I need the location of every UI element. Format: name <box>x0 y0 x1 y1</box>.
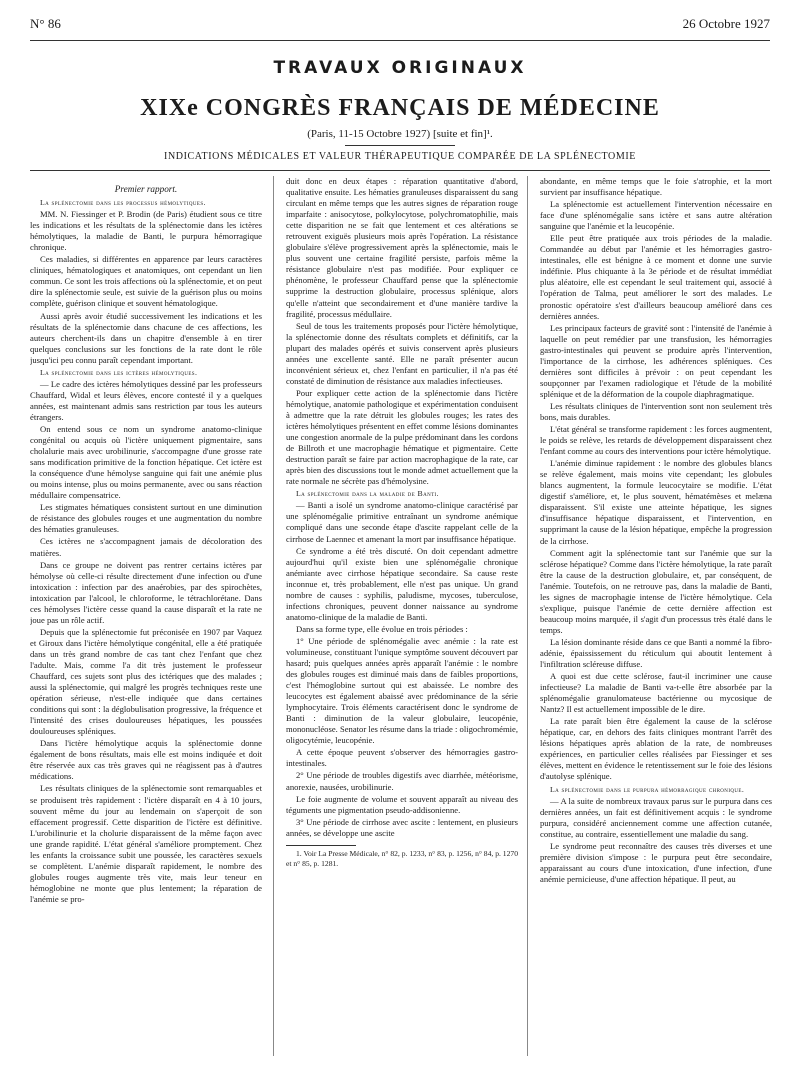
paragraph: Dans ce groupe ne doivent pas rentrer certains ictères par hémolyse où celle-ci résulte directement d'une infection ou d'une intoxication : infection par des anaérobies, par des spirochètes, intoxication par l'alcool, le chloroforme, le tétrachlorétane. Dans ces hémolyses l'ictère cesse quand la cause disparaît et la rate ne joue pas un rôle actif. <box>30 559 262 625</box>
paragraph: Ces maladies, si différentes en apparence par leurs caractères cliniques, hématologiques et anatomiques, ont cependant un lien commun. Ce sont les trois affections où la splénectomie, et on peut dire la splénectomie seule, est suivie de la guérison plus ou moins complète, guérison clinique et souvent hématologique. <box>30 254 262 309</box>
paragraph: L'état général se transforme rapidement : les forces augmentent, le poids se relève, les retards de développement disparaissent chez l'enfant comme au cours des interventions pour ictère hémolytique. <box>540 424 772 457</box>
subtitle-rule <box>30 170 770 171</box>
section-heading: La splénectomie dans les processus hémolytiques. <box>40 198 206 208</box>
issue-number: N° 86 <box>30 16 61 31</box>
paragraph: — Banti a isolé un syndrome anatomo-clinique caractérisé par une splénomégalie primitive entraînant un syndrome anémique compliqué dans une seconde étape d'ascite rappelant celle de la cirrhose de Laennec et amenant la mort par insuffisance hépatique. <box>286 500 518 544</box>
paragraph: abondante, en même temps que le foie s'atrophie, et la mort survient par insuffisance hépatique. <box>540 176 772 198</box>
paragraph: Le foie augmente de volume et souvent apparaît au niveau des téguments une pigmentation pseudo-addisonienne. <box>286 793 518 815</box>
column-3 <box>540 176 772 1056</box>
issue-date: 26 Octobre 1927 <box>682 16 770 31</box>
paragraph: Dans sa forme type, elle évolue en trois périodes : <box>296 623 468 634</box>
paragraph: Les résultats cliniques de la splénectomie sont remarquables et se produisent très rapidement : l'ictère disparaît en 4 à 10 jours, souvent même du jour au lendemain on s'aperçoit de son effacement progressif. Cette disparition de l'ictère est définitive. L'urobilinurie et la cholurie disparaissent de la même façon avec une grande rapidité. L'état général s'améliore promptement. Chez les enfants la croissance subit une poussée, les caractères sexuels se complètent. L'anémie disparaît rapidement, le nombre des globules rouges augmente très vite, mais leur teneur en hémoglobine ne monte que plus lentement; la réparation de l'anémie se pro- <box>30 783 262 904</box>
header-rule <box>30 40 770 41</box>
paragraph: Les principaux facteurs de gravité sont : l'intensité de l'anémie à laquelle on peut remédier par une transfusion, les hémorragies gastro-intestinales qui peuvent se produire après l'intervention, l'importance de la cirrhose, les adhérences spléniques. Ces dernières sont difficiles à prévoir : on peut cependant les soupçonner par l'examen radiologique et l'étude de la mobilité splénique et de la déformation de la coupole diaphragmatique. <box>540 322 772 399</box>
section-heading: La splénectomie dans les ictères hémolytiques. <box>40 367 198 377</box>
paragraph: Pour expliquer cette action de la splénectomie dans l'ictère hémolytique, anatomie pathologique et expérimentation conduisent à admettre que la rate détruit les globules rouges; les rates des ictères hémolytiques présentent en effet comme lésions dominantes une congestion anormale de la pulpe prédominant dans les cordons de Billroth et une macrophagie hématique et pigmentaire. Cette destruction paraît se faire par action macrophagique de la rate, car après bien des discussions tout le monde admet actuellement que la rate normale ne sécrète pas d'hémolysine. <box>286 387 518 487</box>
paragraph: A cette époque peuvent s'observer des hémorragies gastro-intestinales. <box>286 747 518 769</box>
congress-dates: (Paris, 11-15 Octobre 1927) [suite et fin]¹. <box>307 128 493 140</box>
paragraph: Ce syndrome a été très discuté. On doit cependant admettre aujourd'hui qu'il existe bien une splénomégalie chronique anémiante avec cirrhose hépatique secondaire. Sa cause reste inconnue et, très probablement, elle n'est pas unique. Un grand nombre de causes : syphilis, paludisme, mycoses, tuberculose, infections chroniques, peuvent donner naissance au syndrome anatomo-clinique de la maladie de Banti. <box>286 545 518 622</box>
paragraph: Seul de tous les traitements proposés pour l'ictère hémolytique, la splénectomie donne des résultats complets et définitifs, car la plupart des malades opérés et suivis conservent après plusieurs années une excellente santé. Elle ne paraît présenter aucun inconvénient sérieux et, chez l'enfant en particulier, il n'a pas été constaté de diminution de résistance aux maladies infectieuses. <box>286 320 518 386</box>
paragraph: 1° Une période de splénomégalie avec anémie : la rate est volumineuse, constituant l'unique symptôme souvent découvert par hasard; puis quelques années après apparaît l'anémie : le nombre des globules rouges est diminué mais dans de faibles proportions, c'est l'hémoglobine surtout qui est abaissée. Le nombre des leucocytes est également abaissé avec prédominance de la série lymphocytaire. Trois éléments caractérisent donc le syndrome de Banti : diminution de la valeur globulaire, leucopénie, mononucléose. Senator les résume dans la triade : oligochromémie, oligocytémie, leucopénie. <box>286 635 518 746</box>
paragraph: Le syndrome peut reconnaître des causes très diverses et une première division s'impose : le purpura peut être secondaire, apparaissant au cours d'une intoxication, d'une infection, d'une anémie pernicieuse, d'une affection hépatique. Il peut, au <box>540 840 772 884</box>
column-2 <box>286 176 518 1056</box>
paragraph: Dans l'ictère hémolytique acquis la splénectomie donne également de bons résultats, mais elle est moins indiquée et doit être réservée aux cas très graves qui ne réagissent pas à d'autres médications. <box>30 738 262 782</box>
article-subtitle: INDICATIONS MÉDICALES ET VALEUR THÉRAPEUTIQUE COMPARÉE DE LA SPLÉNECTOMIE <box>164 151 636 162</box>
paragraph: La splénectomie est actuellement l'intervention nécessaire en face d'une splénomégalie sans ictère et sans autre altération sanguine que l'anémie et la leucopénie. <box>540 199 772 232</box>
footnote-rule <box>286 845 356 846</box>
running-header <box>30 16 770 36</box>
paragraph: 2° Une période de troubles digestifs avec diarrhée, météorisme, anorexie, nausées, urobilinurie. <box>286 770 518 792</box>
section-heading: La splénectomie dans le purpura hémorragique chronique. <box>550 784 745 794</box>
paragraph: Comment agit la splénectomie tant sur l'anémie que sur la sclérose hépatique? Comme dans l'ictère hémolytique, la rate paraît être la cause de la destruction globulaire, et, par conséquent, de l'anémie. Toutefois, on ne retrouve pas, dans la maladie de Banti, les signes de macrophagie intense de l'ictère hémolytique. Cela s'explique, puisque l'anémie de cette dernière affection est beaucoup moins marquée, il s'agit d'un processus très étalé dans le temps. <box>540 547 772 635</box>
footnote: 1. Voir La Presse Médicale, n° 82, p. 1233, n° 83, p. 1256, n° 84, p. 1270 et n° 85, p. 1281. <box>286 848 518 868</box>
column-1 <box>30 176 262 1056</box>
paragraph: Aussi après avoir étudié successivement les indications et les résultats de la splénectomie dans chacune de ces affections, les auteurs cherchent-ils dans un chapitre d'ensemble à en tirer quelques conclusions sur les fonctions de la rate dont le rôle jusqu'ici peu connu paraît cependant important. <box>30 310 262 365</box>
paragraph: L'anémie diminue rapidement : le nombre des globules blancs se relève également, mais moins vite cependant; les globules blancs augmentent, la formule leucocytaire se modifie. L'état digestif s'améliore, et, le plus souvent, hématémèses et melæna disparaissent. S'il existe une atteinte hépatique, les signes d'insuffisance hépatique disparaissent, et l'intervention, en supprimant la cause de la lésion hépatique, empêche la progression de la cirrhose. <box>540 458 772 546</box>
paragraph: Depuis que la splénectomie fut préconisée en 1907 par Vaquez et Giroux dans l'ictère hémolytique congénital, elle a été pratiquée dans un très grand nombre de cas tant chez l'enfant que chez l'adulte. Mais, comme l'a dit très justement le professeur Chauffard, ces sujets sont plus des ictériques que des malades ; aussi la splénectomie, qui malgré les progrès techniques reste une opération sérieuse, n'est-elle indiquée que dans certaines conditions qui sont : la déglobulisation progressive, la fréquence et l'intensité des crises douloureuses hépatiques, les poussées douloureuses spléniques. <box>30 626 262 737</box>
report-title: Premier rapport. <box>114 184 178 194</box>
column-divider <box>273 176 274 1056</box>
paragraph: Les résultats cliniques de l'intervention sont non seulement très bons, mais durables. <box>540 400 772 422</box>
paragraph: — A la suite de nombreux travaux parus sur le purpura dans ces dernières années, un fait est définitivement acquis : le syndrome purpura, considéré anciennement comme une affection cutanée, constitue, au contraire, essentiellement une maladie du sang. <box>540 795 772 839</box>
section-title: TRAVAUX ORIGINAUX <box>273 58 527 78</box>
congress-title: XIXe CONGRÈS FRANÇAIS DE MÉDECINE <box>140 95 660 121</box>
paragraph: A quoi est due cette sclérose, faut-il incriminer une cause infectieuse? La maladie de Banti va-t-elle être absorbée par la splénomégalie granulomateuse bactérienne ou mycosique de Nantz? Il est actuellement impossible de le dire. <box>540 671 772 715</box>
paragraph: Elle peut être pratiquée aux trois périodes de la maladie. Commandée au début par l'anémie et les hémorragies gastro-intestinales, elle est bénigne à ce moment et donne une survie indéfinie. Plus chiquante à la 3e période et de résultat immédiat plus aléatoire, elle est cependant le seul traitement qui, associé à l'opération de Talma, peut améliorer le sort des malades. Le pronostic opératoire s'est d'ailleurs beaucoup amélioré dans ces dernières années. <box>540 233 772 321</box>
paragraph: On entend sous ce nom un syndrome anatomo-clinique congénital ou acquis où l'ictère uniquement pigmentaire, sans cholalurie mais avec urobilinurie, s'accompagne d'une grosse rate sans modification primitive de la fonction hépatique. Cet ictère est la conséquence d'une hémolyse sanguine qui fait une anémie plus ou moins intense, plus ou moins permanente, avec ou sans réaction médullaire compensatrice. <box>30 423 262 501</box>
paragraph: Ces ictères ne s'accompagnent jamais de décoloration des matières. <box>30 536 262 558</box>
paragraph: MM. N. Fiessinger et P. Brodin (de Paris) étudient sous ce titre les indications et les résultats de la splénectomie dans les ictères hémolytiques, la maladie de Banti, le purpura hémorragique chronique. <box>30 209 262 253</box>
paragraph: — Le cadre des ictères hémolytiques dessiné par les professeurs Chauffard, Widal et leurs élèves, encore contesté il y a quelques années, est maintenant admis sans restriction par tous les auteurs étrangers. <box>30 378 262 422</box>
section-heading: La splénectomie dans la maladie de Banti. <box>296 489 439 499</box>
paragraph: duit donc en deux étapes : réparation quantitative d'abord, qualitative ensuite. Les hématies granuleuses disparaissent du sang circulant en même temps que les autres signes de réparation rouge imparfaite : anisocytose, polkylocytose, polychromatophilie, mais cette disparition ne se fait que lentement et ces altérations se retrouvent exiguës plusieurs mois après l'opération. La résistance globulaire s'élève progressivement après la splénectomie, mais le plus souvent une certaine fragilité persiste, parfois même la résistance globulaire n'est pas modifiée. Pour expliquer ce phénomène, le professeur Chauffard pense que la splénectomie supprime la destruction globulaire, processus splénique, alors qu'elle n'atteint que secondairement et d'une manière tardive la fragilité, processus médullaire. <box>286 176 518 319</box>
paragraph: La rate paraît bien être également la cause de la sclérose hépatique, car, en dehors des faits cliniques montrant l'arrêt des lésions hépatiques après ablation de la rate, de nombreuses expériences, en particulier celles réalisées par Fiessinger et ses élèves, mettent en évidence le retentissement sur le foie des lésions d'autolyse splénique. <box>540 716 772 782</box>
short-rule <box>345 145 455 146</box>
paragraph: La lésion dominante réside dans ce que Banti a nommé la fibro-adénie, épaississement du réticulum qui aboutit lentement à l'infiltration scléreuse diffuse. <box>540 636 772 670</box>
paragraph: 3° Une période de cirrhose avec ascite : lentement, en plusieurs années, se développe une ascite <box>286 816 518 838</box>
column-divider <box>527 176 528 1056</box>
paragraph: Les stigmates hématiques consistent surtout en une diminution de résistance des globules rouges et une augmentation du nombre des hématies granuleuses. <box>30 502 262 535</box>
